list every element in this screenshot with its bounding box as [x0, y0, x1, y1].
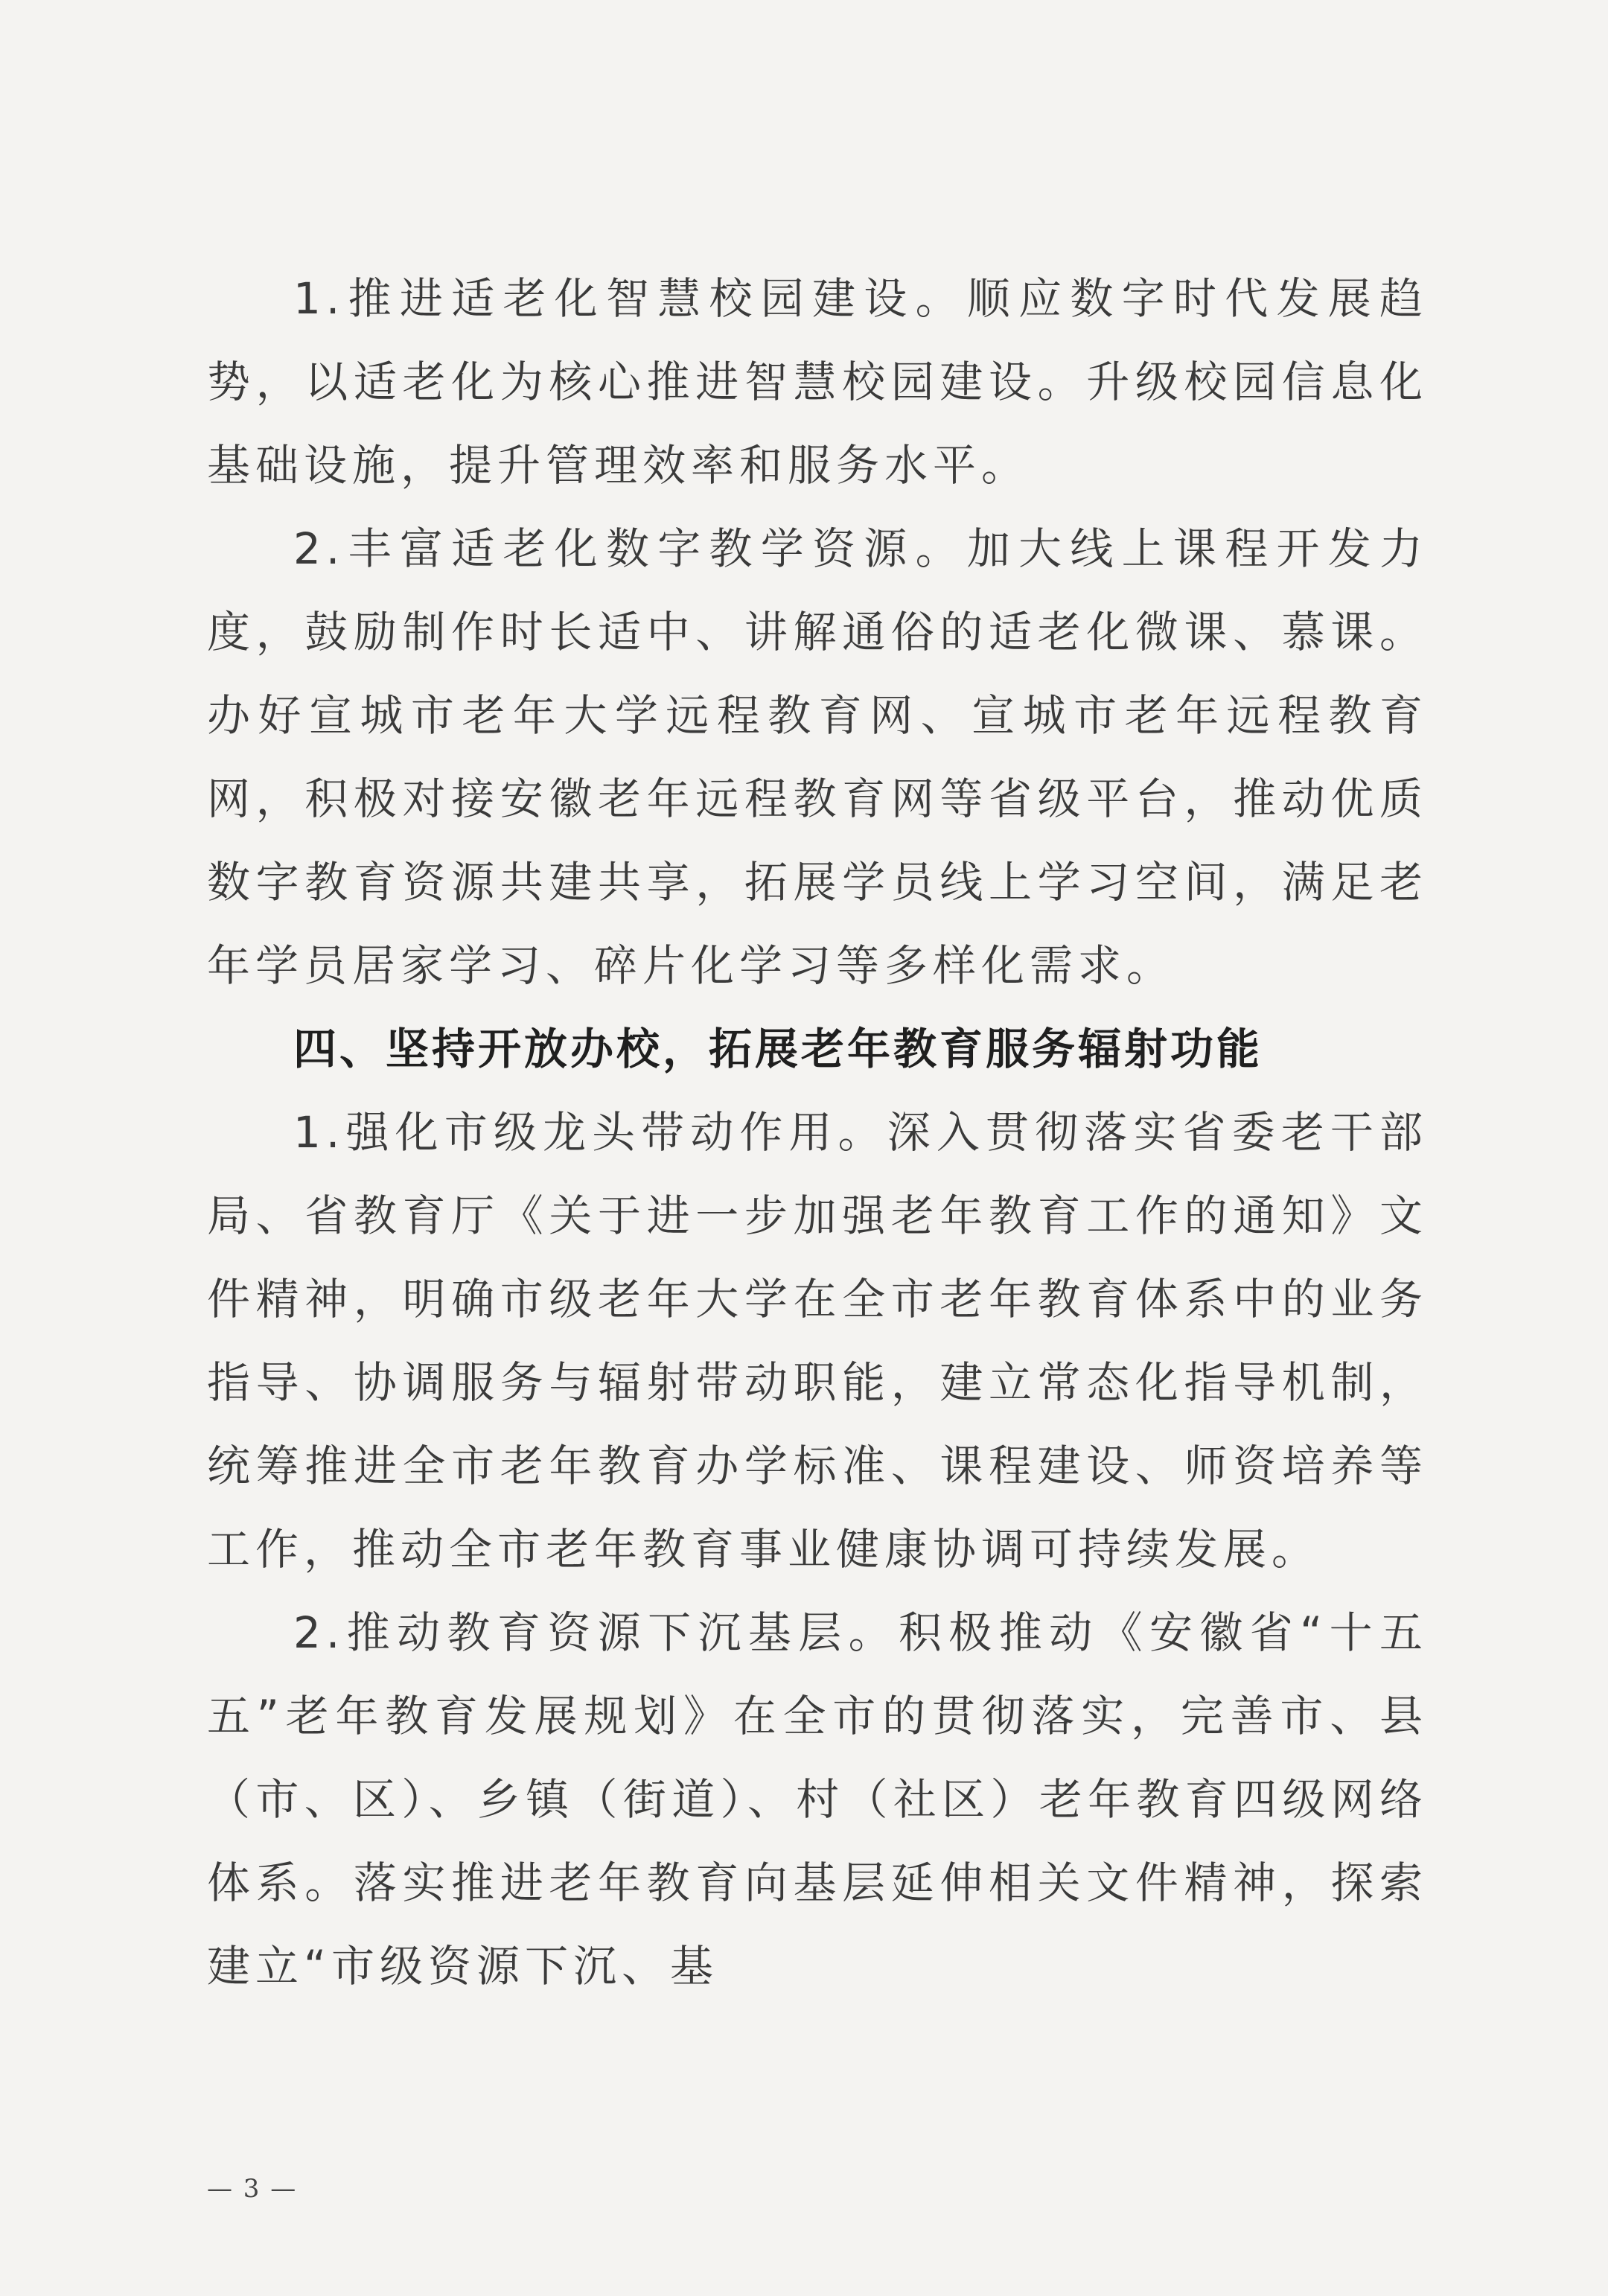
- paragraph-digital-resources: 2.丰富适老化数字教学资源。加大线上课程开发力度，鼓励制作时长适中、讲解通俗的适老化微课、慕课。办好宣城市老年大学远程教育网、宣城市老年远程教育网，积极对接安徽老年远程教育网等省级平台，推动优质数字教育资源共建共享，拓展学员线上学习空间，满足老年学员居家学习、碎片化学习等多样化需求。: [207, 523, 1428, 991]
- paragraph-city-leadership: 1.强化市级龙头带动作用。深入贯彻落实省委老干部局、省教育厅《关于进一步加强老年教育工作的通知》文件精神，明确市级老年大学在全市老年教育体系中的业务指导、协调服务与辐射带动职能，建立常态化指导机制，统筹推进全市老年教育办学标准、课程建设、师资培养等工作，推动全市老年教育事业健康协调可持续发展。: [207, 1107, 1428, 1575]
- paragraph-smart-campus: 1.推进适老化智慧校园建设。顺应数字时代发展趋势，以适老化为核心推进智慧校园建设。升级校园信息化基础设施，提升管理效率和服务水平。: [207, 273, 1428, 491]
- page-number: — 3 —: [207, 2174, 298, 2204]
- section-heading: 四、坚持开放办校，拓展老年教育服务辐射功能: [293, 1024, 1263, 1074]
- paragraph-resources-grassroots: 2.推动教育资源下沉基层。积极推动《安徽省“十五五”老年教育发展规划》在全市的贯彻落实，完善市、县（市、区）、乡镇（街道）、村（社区）老年教育四级网络体系。落实推进老年教育向基层延伸相关文件精神，探索建立“市级资源下沉、基: [207, 1607, 1428, 1992]
- document-body: [207, 257, 1428, 2008]
